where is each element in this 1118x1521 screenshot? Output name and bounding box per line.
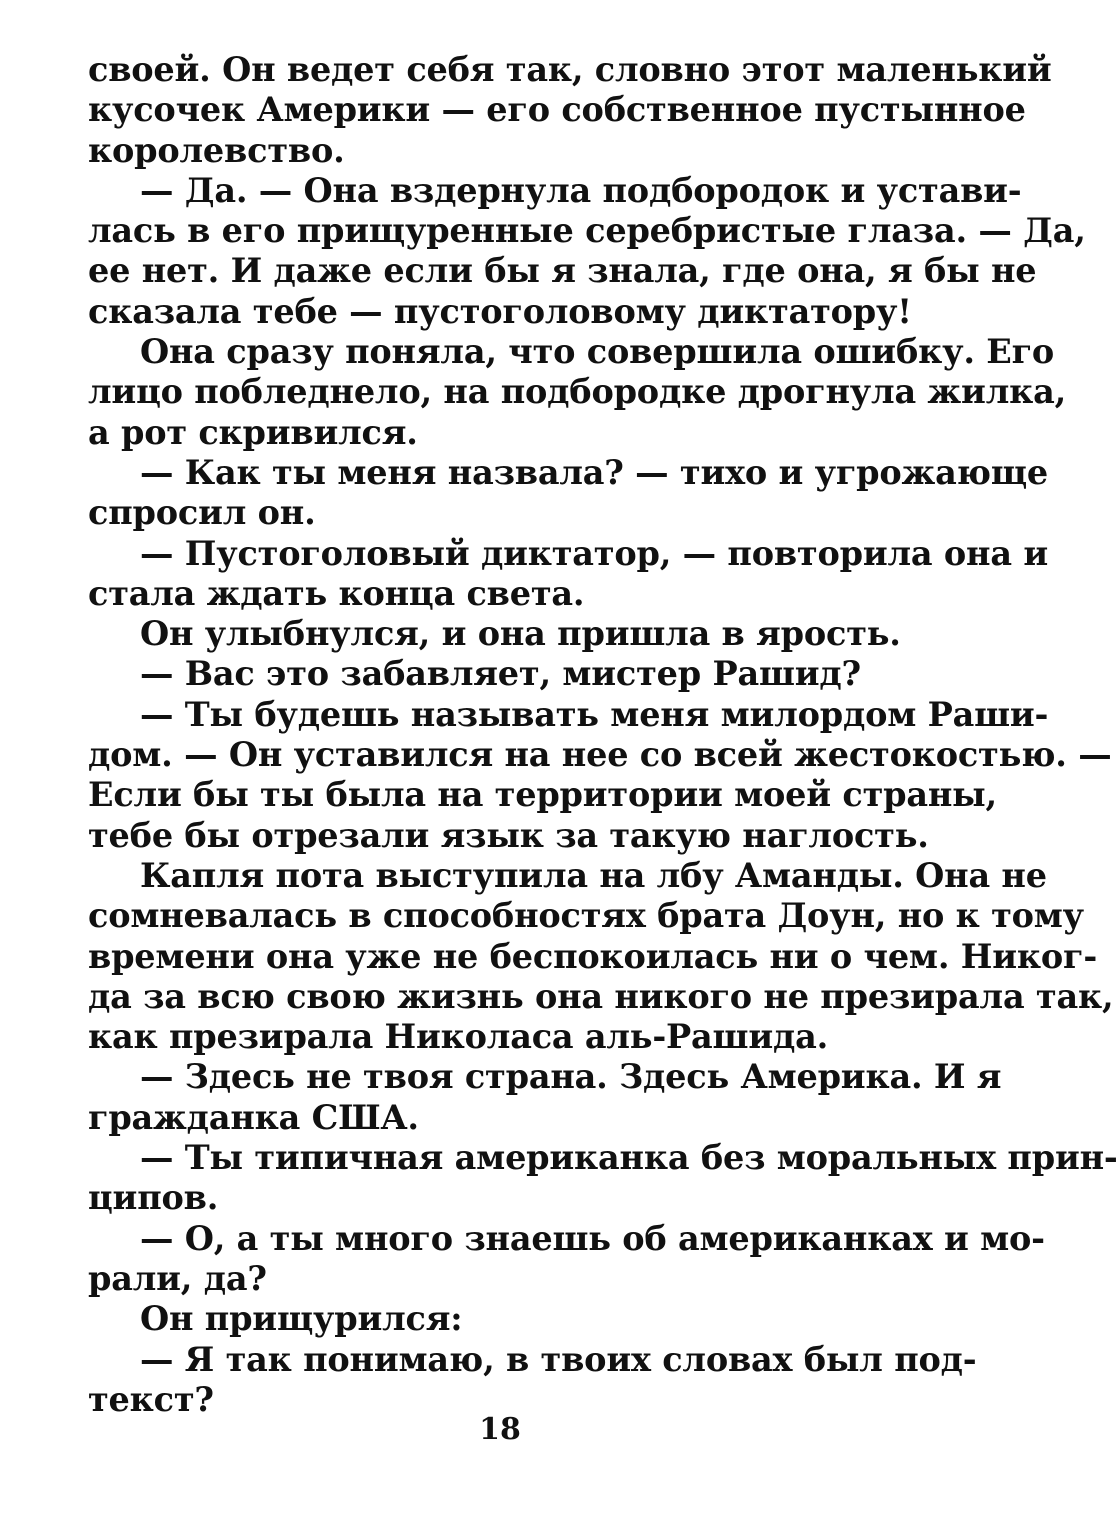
text-line: сказала тебе — пустоголовому диктатору! (88, 291, 912, 331)
text-line: а рот скривился. (88, 412, 418, 452)
text-line: — Ты типичная американка без моральных прин- (140, 1138, 1118, 1178)
text-line: — О, а ты много знаешь об американках и мо- (140, 1218, 1045, 1258)
text-line: ципов. (88, 1178, 219, 1218)
text-line: да за всю свою жизнь она никого не презирала так, (88, 976, 1114, 1016)
text-line: Он улыбнулся, и она пришла в ярость. (140, 614, 901, 654)
text-line: — Здесь не твоя страна. Здесь Америка. И я (140, 1057, 1002, 1097)
text-line: текст? (88, 1379, 214, 1419)
text-line: — Да. — Она вздернула подбородок и устави- (140, 170, 1022, 210)
page-number: 18 (479, 1412, 521, 1447)
text-line: лицо побледнело, на подбородке дрогнула жилка, (88, 372, 1067, 412)
text-line: как презирала Николаса аль-Рашида. (88, 1017, 829, 1057)
text-line: ее нет. И даже если бы я знала, где она, я бы не (88, 251, 1037, 291)
text-line: стала ждать конца света. (88, 573, 585, 613)
book-page-text (88, 50, 1118, 1420)
text-line: Если бы ты была на территории моей страны, (88, 775, 998, 815)
text-line: дом. — Он уставился на нее со всей жестокостью. — (88, 735, 1112, 775)
text-line: Капля пота выступила на лбу Аманды. Она не (140, 855, 1047, 895)
text-line: — Как ты меня назвала? — тихо и угрожающе (140, 452, 1048, 492)
text-line: королевство. (88, 130, 345, 170)
text-line: тебе бы отрезали язык за такую наглость. (88, 815, 929, 855)
text-line: — Я так понимаю, в твоих словах был под- (140, 1339, 977, 1379)
text-line: Он прищурился: (140, 1299, 463, 1339)
text-line: рали, да? (88, 1258, 267, 1298)
text-line: сомневалась в способностях брата Доун, но к тому (88, 896, 1084, 936)
text-line: Она сразу поняла, что совершила ошибку. Его (140, 332, 1055, 372)
text-line: — Пустоголовый диктатор, — повторила она и (140, 533, 1048, 573)
text-line: — Ты будешь называть меня милордом Раши- (140, 694, 1049, 734)
text-line: своей. Он ведет себя так, словно этот маленький (88, 50, 1052, 89)
text-line: спросил он. (88, 493, 316, 533)
text-line: лась в его прищуренные серебристые глаза. — Да, (88, 211, 1086, 251)
text-line: кусочек Америки — его собственное пустынное (88, 90, 1026, 130)
text-line: времени она уже не беспокоилась ни о чем. Никог- (88, 936, 1098, 976)
text-line: — Вас это забавляет, мистер Рашид? (140, 654, 861, 694)
text-line: гражданка США. (88, 1097, 419, 1137)
